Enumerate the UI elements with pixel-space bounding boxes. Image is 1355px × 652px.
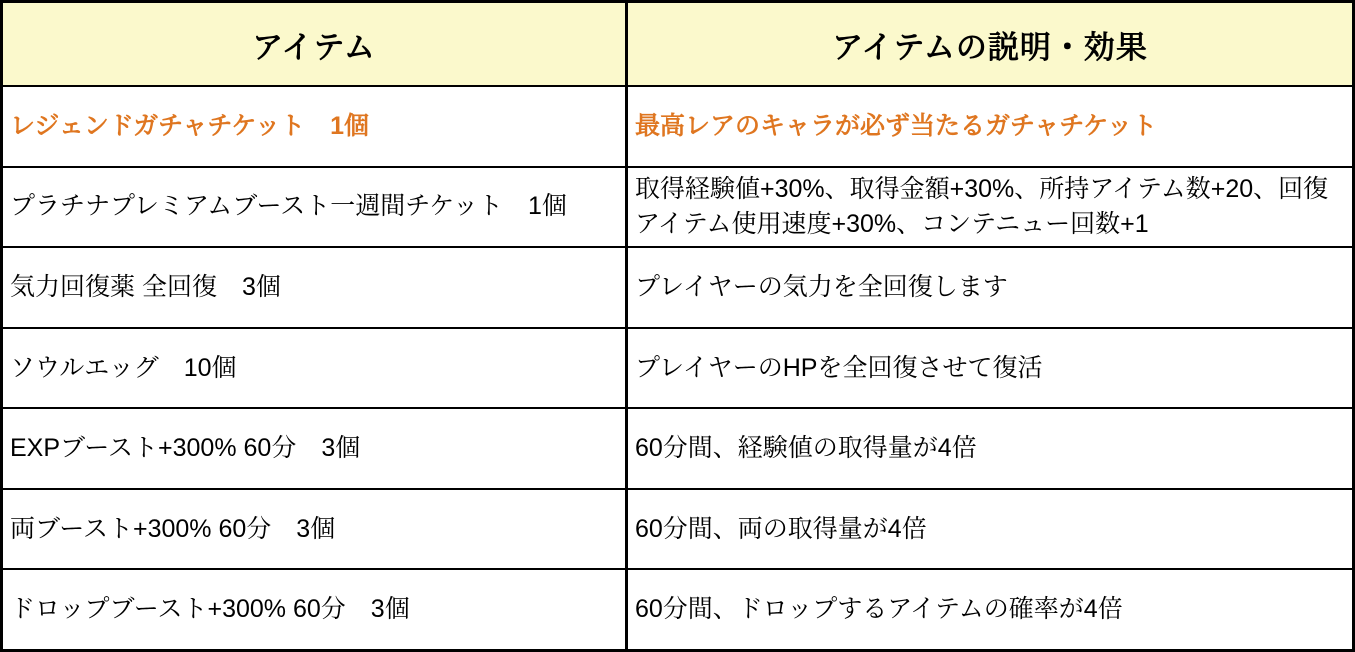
table-row [3,248,1352,329]
table-row [3,490,1352,571]
table-row [3,329,1352,410]
item-description-cell: 60分間、両の取得量が4倍 [635,514,927,543]
item-name-cell: 気力回復薬 全回復 3個 [3,248,628,327]
item-description-cell: 最高レアのキャラが必ず当たるガチャチケット [635,111,1158,140]
item-name-cell: 両ブースト+300% 60分 3個 [3,490,628,569]
column-header-description: アイテムの説明・効果 [832,29,1148,65]
table-row [3,409,1352,490]
table-row [3,570,1352,649]
item-description-cell: 60分間、経験値の取得量が4倍 [635,434,977,463]
column-header-item: アイテム [3,3,628,85]
table-row [3,87,1352,168]
item-description-cell: 取得経験値+30%、取得金額+30%、所持アイテム数+20、回復アイテム使用速度+30%、コンテニュー回数+1 [635,174,1329,238]
item-name-cell: ソウルエッグ 10個 [3,329,628,408]
item-name-cell: ドロップブースト+300% 60分 3個 [3,570,628,649]
table-row [3,168,1352,249]
item-description-cell: 60分間、ドロップするアイテムの確率が4倍 [635,595,1123,624]
item-description-cell: プレイヤーの気力を全回復します [635,272,1008,301]
item-name-cell: レジェンドガチャチケット 1個 [3,87,628,166]
table-header-row [3,3,1352,87]
table-body [3,87,1352,649]
item-name-cell: プラチナプレミアムブースト一週間チケット 1個 [3,168,628,247]
item-name-cell: EXPブースト+300% 60分 3個 [3,409,628,488]
item-description-cell: プレイヤーのHPを全回復させて復活 [635,353,1043,382]
